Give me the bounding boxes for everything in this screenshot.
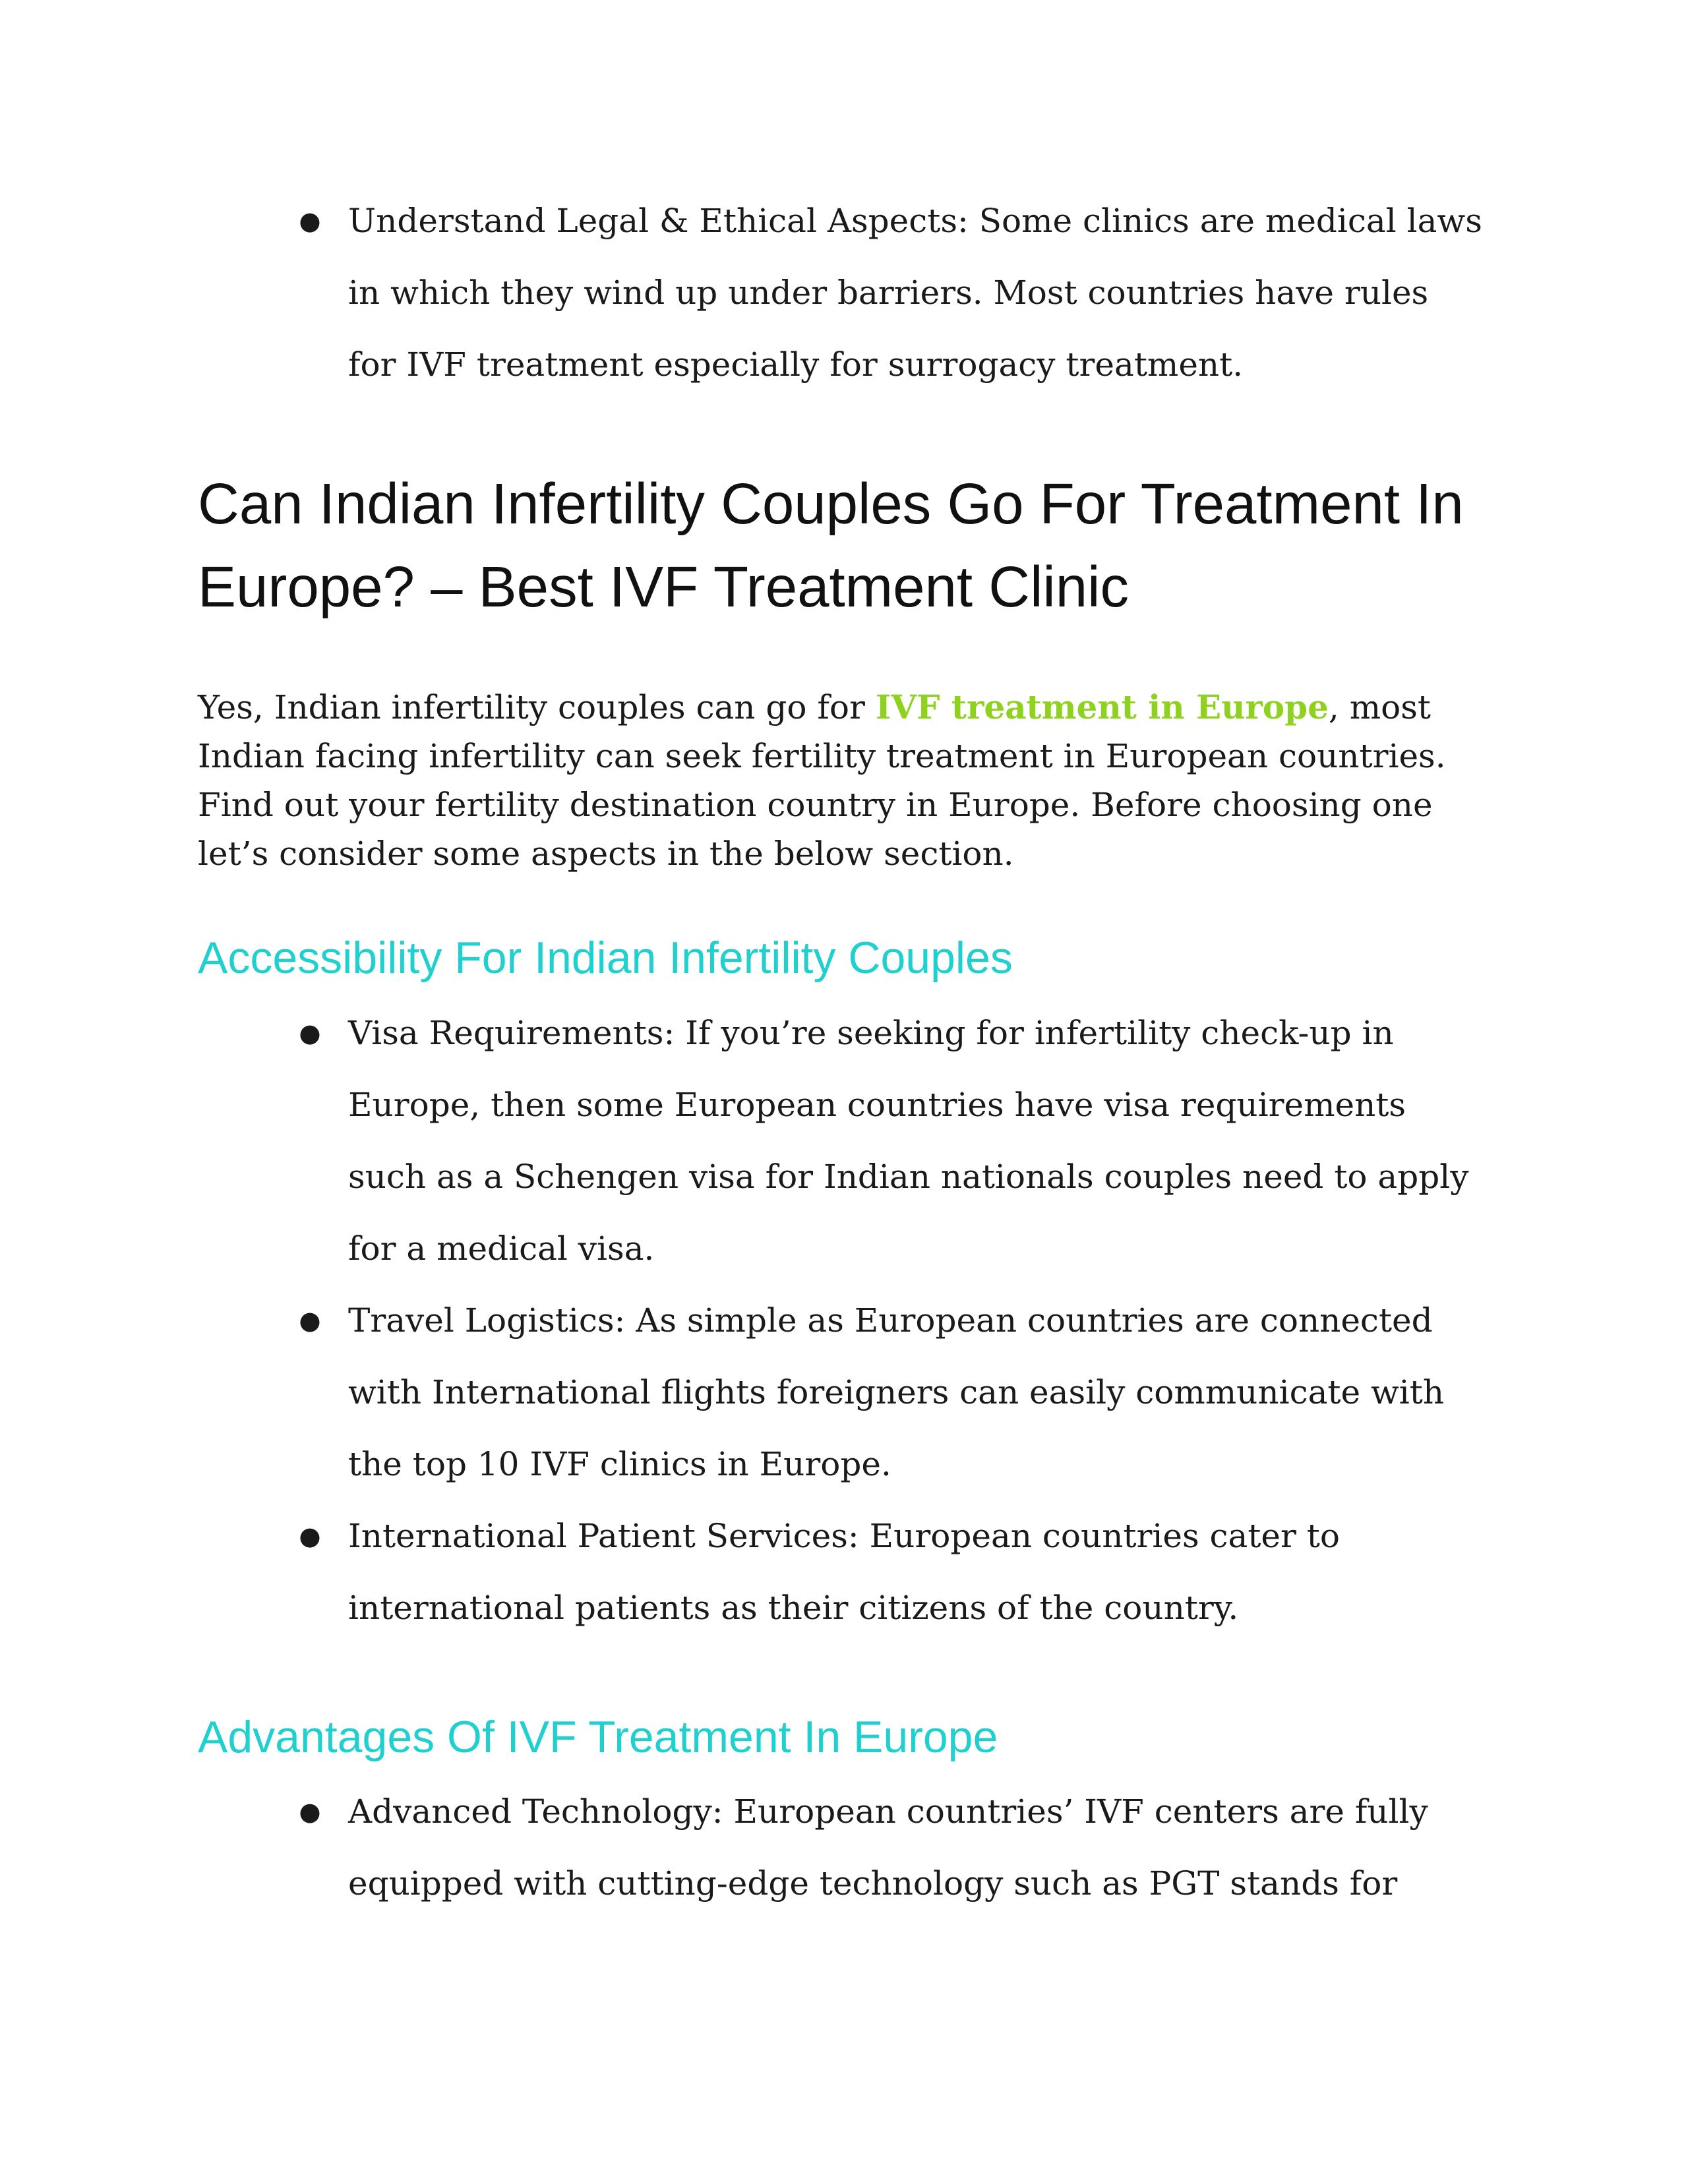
list-item <box>0 1285 1688 1500</box>
bullet-icon: ● <box>299 1797 321 1826</box>
paragraph-text-before: Yes, Indian infertility couples can go for <box>198 688 876 726</box>
accessibility-heading: Accessibility For Indian Infertility Couples <box>198 933 1013 983</box>
bullet-icon: ● <box>299 206 321 235</box>
advantages-bullet-list <box>0 1776 1688 1920</box>
list-item <box>0 1500 1688 1644</box>
list-item-text: Understand Legal & Ethical Aspects: Some clinics are medical laws in which they wind up under barriers. Most countries have rules for IVF treatment especially for surrogacy treatment. <box>348 202 1482 384</box>
intro-bullet-list <box>0 185 1688 401</box>
list-item-text: Advanced Technology: European countries’ IVF centers are fully equipped with cutting-edge technology such as PGT stands for <box>348 1792 1428 1903</box>
list-item <box>0 185 1688 401</box>
intro-paragraph <box>198 683 1490 878</box>
main-heading: Can Indian Infertility Couples Go For Treatment In Europe? – Best IVF Treatment Clinic <box>198 472 1464 619</box>
list-item <box>0 1776 1688 1920</box>
paragraph-text-after: , most Indian facing infertility can seek fertility treatment in European countries. Find out your fertility destination country in Europe. Before choosing one let’s consider some aspects in the below section. <box>198 688 1446 873</box>
advantages-heading: Advantages Of IVF Treatment In Europe <box>198 1712 998 1762</box>
list-item-text: Travel Logistics: As simple as European countries are connected with International flights foreigners can easily communicate with the top 10 IVF clinics in Europe. <box>348 1301 1445 1483</box>
bullet-icon: ● <box>299 1306 321 1335</box>
accessibility-bullet-list <box>0 997 1688 1644</box>
bullet-icon: ● <box>299 1018 321 1048</box>
list-item <box>0 997 1688 1285</box>
list-item-text: International Patient Services: European countries cater to international patients as their citizens of the country. <box>348 1517 1341 1627</box>
list-item-text: Visa Requirements: If you’re seeking for infertility check-up in Europe, then some European countries have visa requirements such as a Schengen visa for Indian nationals couples need to apply for a medical visa. <box>348 1014 1469 1268</box>
ivf-europe-link[interactable]: IVF treatment in Europe <box>875 688 1329 726</box>
bullet-icon: ● <box>299 1521 321 1550</box>
